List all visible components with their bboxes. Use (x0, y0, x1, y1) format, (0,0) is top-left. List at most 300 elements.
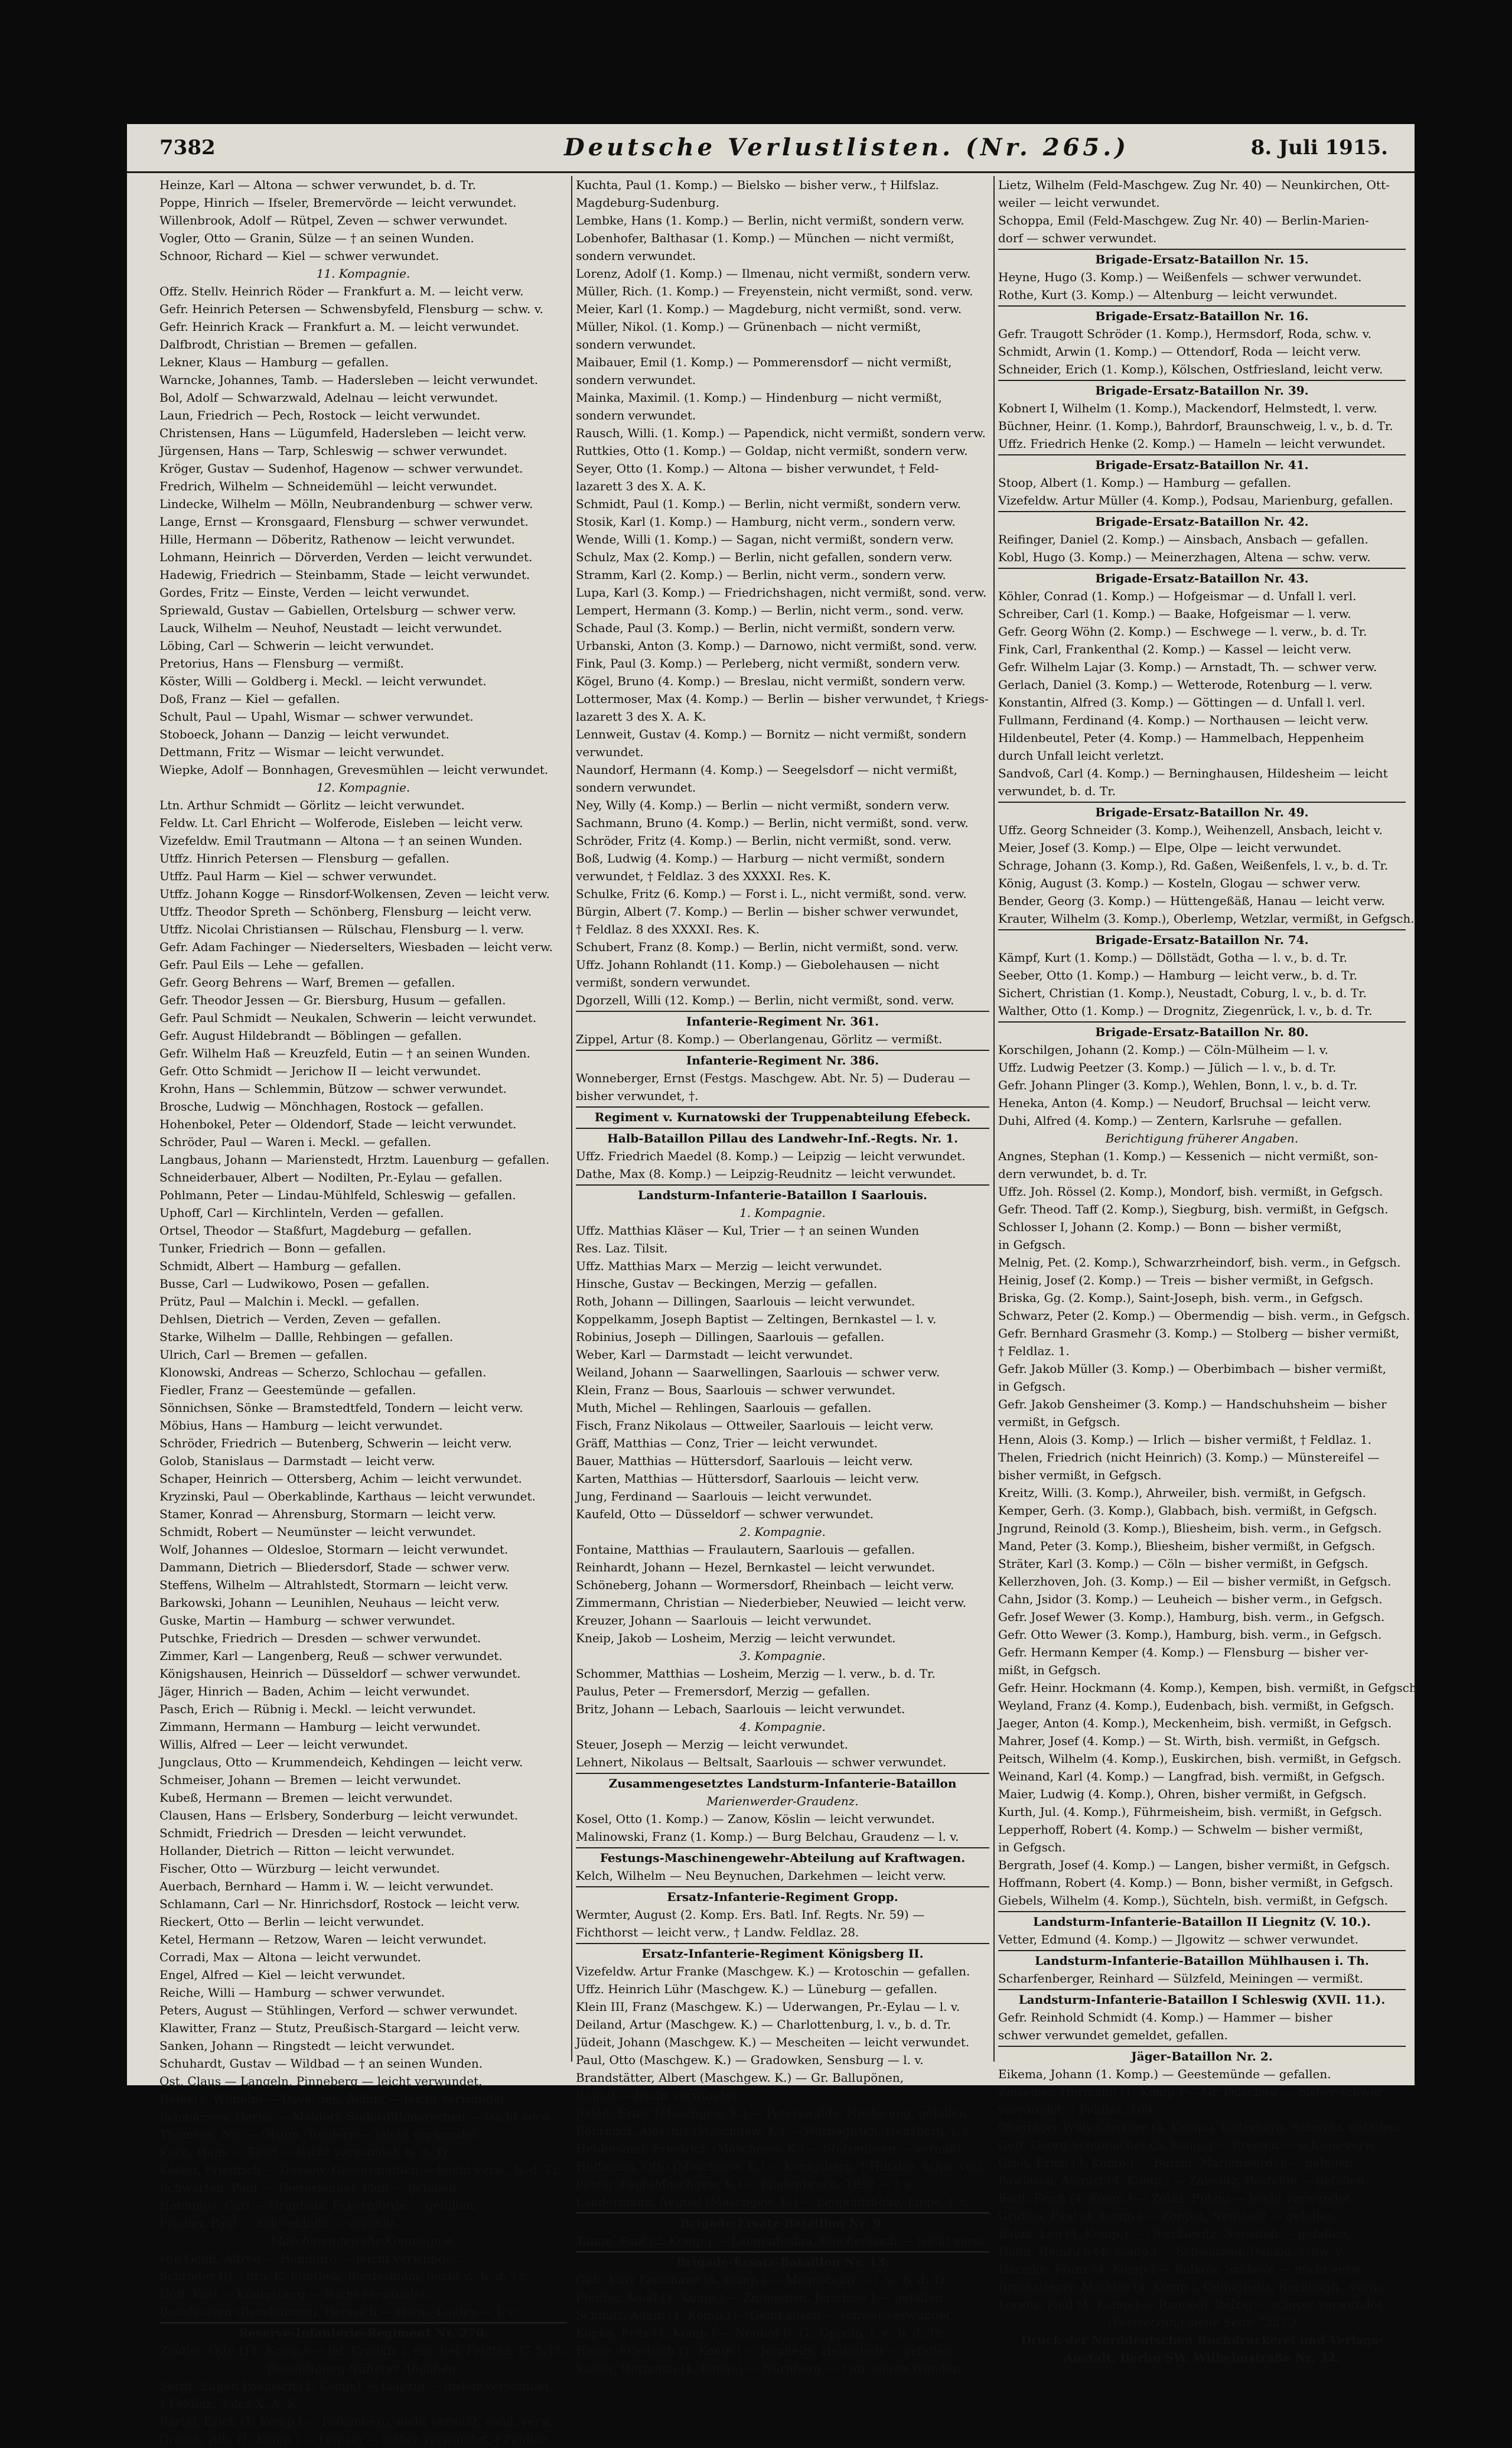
casualty-entry: Paul, Otto (Maschgew. K.) — Gradowken, Sensburg — l. v. (576, 2053, 924, 2067)
casualty-entry: Sergt. Eugen Poenisch (1. Komp.) — Leipzig — bisher verwundet, (159, 2379, 553, 2393)
casualty-entry: Konstantin, Alfred (3. Komp.) — Göttingen — d. Unfall l. verl. (998, 695, 1366, 709)
casualty-entry: Schmitt, Adam (1. Komp.) — Gelnhausen — schwer verwundet. (576, 2308, 955, 2322)
casualty-entry: Schröder, Paul — Waren i. Meckl. — gefallen. (159, 1135, 431, 1149)
casualty-entry: Utffz. Theodor Spreth — Schönberg, Flensburg — leicht verw. (159, 904, 532, 919)
casualty-entry: Ketel, Hermann — Retzow, Waren — leicht verwundet. (159, 1932, 487, 1946)
casualty-entry: Willenbrook, Adolf — Rütpel, Zeven — schwer verwundet. (159, 213, 508, 227)
casualty-entry: Thomsen, Nis — Olsum, Tondern — leicht verwundet. (159, 2127, 481, 2141)
casualty-entry: Königshausen, Heinrich — Düsseldorf — schwer verwundet. (159, 1666, 521, 1681)
casualty-entry: Wonneberger, Ernst (Festgs. Maschgew. Abt. Nr. 5) — Duderau — (576, 1071, 970, 1085)
casualty-entry: Seyer, Otto (1. Komp.) — Altona — bisher verwundet, † Feld- (576, 461, 939, 476)
casualty-entry: Dehlsen, Dietrich — Verden, Zeven — gefallen. (159, 1312, 441, 1326)
casualty-entry: Lempert, Hermann (3. Komp.) — Berlin, nicht verm., sond. verw. (576, 603, 964, 617)
casualty-entry: Guske, Martin — Hamburg — schwer verwundet. (159, 1613, 455, 1627)
casualty-entry: Büchner, Heinr. (1. Komp.), Bahrdorf, Braunschweig, l. v., b. d. Tr. (998, 419, 1393, 433)
casualty-entry: in Gefgsch. (998, 1379, 1066, 1394)
casualty-entry: von Gogh, Alfred — Hamburg — leicht verwundet. (159, 2251, 461, 2265)
casualty-entry: Willis, Alfred — Leer — leicht verwundet. (159, 1737, 408, 1752)
casualty-entry: Gefr. Bernhard Grasmehr (3. Komp.) — Stolberg — bisher vermißt, (998, 1326, 1400, 1340)
casualty-entry: Koppelkamm, Joseph Baptist — Zeltingen, Bernkastel — l. v. (576, 1312, 937, 1326)
casualty-entry: Schubert, Franz (8. Komp.) — Berlin, nicht vermißt, sond. verw. (576, 940, 959, 954)
casualty-entry: Wermter, August (2. Komp. Ers. Batl. Inf. Regts. Nr. 59) — (576, 1907, 925, 1922)
casualty-entry: Roth, Johann — Dillingen, Saarlouis — leicht verwundet. (576, 1294, 915, 1308)
company-heading: Marienwerder-Graudenz. (706, 1794, 859, 1808)
casualty-entry: Vizefeldw. Artur Müller (4. Komp.), Podsau, Marienburg, gefallen. (998, 493, 1393, 507)
casualty-entry: Prütz, Paul — Malchin i. Meckl. — gefallen. (159, 1294, 420, 1308)
casualty-entry: Kämpf, Kurt (1. Komp.) — Döllstädt, Gotha — l. v., b. d. Tr. (998, 950, 1348, 965)
company-heading: 3. Kompagnie. (739, 1649, 826, 1663)
casualty-entry: Vizefeldw. Emil Trautmann — Altona — † an seinen Wunden. (159, 834, 523, 848)
correction-note: Berichtigung früherer Angaben. (266, 2361, 460, 2375)
casualty-entry: Krohn, Hans — Schlemmin, Bützow — schwer verwundet. (159, 1082, 507, 1096)
unit-heading: Brigade-Ersatz-Bataillon Nr. 80. (998, 1021, 1406, 1041)
casualty-entry: Wolf, Johannes — Oldesloe, Stormarn — leicht verwundet. (159, 1542, 509, 1557)
casualty-entry: Gefr. Paul Eils — Lehe — gefallen. (159, 958, 364, 972)
casualty-entry: Uffz. Matthias Marx — Merzig — leicht verwundet. (576, 1259, 882, 1273)
page-header (127, 124, 1415, 173)
casualty-entry: Ltn. Arthur Schmidt — Görlitz — leicht verwundet. (159, 798, 465, 812)
casualty-entry: dern verwundet, b. d. Tr. (998, 1167, 1148, 1181)
casualty-entry: Schwarten, Paul — Theresienhof, Plön — gefallen. (159, 2180, 460, 2195)
correction-note: (Fortsetzung siehe Seite 7383.) (1107, 2315, 1296, 2329)
casualty-entry: Dalfbrodt, Christian — Bremen — gefallen. (159, 337, 418, 351)
casualty-entry: Gefr. Heinr. Hockmann (4. Komp.), Kempen, bish. vermißt, in Gefgsch. (998, 1681, 1421, 1695)
casualty-entry: Baluk, Leo (4. Komp.) — Oberkowitz, Neustadt — gefallen. (998, 2226, 1350, 2241)
casualty-entry: Fredrich, Wilhelm — Schneidemühl — leicht verwundet. (159, 479, 497, 493)
casualty-entry: Kemper, Gerh. (3. Komp.), Glabbach, bish. vermißt, in Gefgsch. (998, 1503, 1377, 1518)
casualty-entry: Hadewig, Friedrich — Steinbamm, Stade — leicht verwundet. (159, 568, 530, 582)
casualty-entry: Zimmann, Hermann — Hamburg — leicht verwundet. (159, 1720, 481, 1734)
casualty-entry: Jürgensen, Hans — Tarp, Schleswig — schwer verwundet. (159, 444, 507, 458)
casualty-entry: Lohmann, Heinrich — Dörverden, Verden — leicht verwundet. (159, 550, 533, 564)
printer-imprint: Druck der Norddeutschen Buchdruckerei und Verlags-Anstalt, Berlin SW, Wilhelmstraße Nr. 32. (1021, 2333, 1383, 2365)
casualty-entry: Jung, Ferdinand — Saarlouis — leicht verwundet. (576, 1489, 872, 1503)
casualty-entry: Schreiber, Carl (1. Komp.) — Baake, Hofgeismar — l. verw. (998, 607, 1351, 621)
casualty-entry: Doß, Franz — Kiel — gefallen. (159, 692, 340, 706)
casualty-entry: Ulrich, Carl — Bremen — gefallen. (159, 1347, 368, 1362)
casualty-entry: Ragnit — leicht verwundet. (576, 2088, 740, 2102)
casualty-entry: Uffz. Friedrich Maedel (8. Komp.) — Leipzig — leicht verwundet. (576, 1149, 966, 1163)
casualty-entry: Uphoff, Carl — Kirchlinteln, Verden — gefallen. (159, 1206, 444, 1220)
unit-heading: Landsturm-Infanterie-Bataillon II Liegnitz (V. 10.). (998, 1911, 1406, 1931)
casualty-entry: Robinius, Joseph — Dillingen, Saarlouis — gefallen. (576, 1330, 885, 1344)
unit-heading: Regiment v. Kurnatowski der Truppenabteilung Efebeck. (576, 1106, 989, 1126)
casualty-entry: sondern verwundet. (576, 780, 696, 795)
casualty-entry: Groß, Erich (4. Komp.) — Butzin, Marienwerder — gefallen. (998, 2156, 1357, 2170)
casualty-entry: Fink, Carl, Frankenthal (2. Komp.) — Kassel — leicht verw. (998, 642, 1352, 656)
casualty-entry: Engel, Alfred — Kiel — leicht verwundet. (159, 1968, 406, 1982)
casualty-entry: Zimmer, Karl — Langenberg, Reuß — schwer verwundet. (159, 1649, 503, 1663)
casualty-entry: Rothe, Kurt (3. Komp.) — Altenburg — leicht verwundet. (998, 288, 1338, 302)
casualty-entry: Deiland, Artur (Maschgew. K.) — Charlottenburg, l. v., b. d. Tr. (576, 2017, 951, 2032)
casualty-entry: Scharfenberger, Reinhard — Sülzfeld, Meiningen — vermißt. (998, 1971, 1363, 1985)
casualty-entry: Schade, Paul (3. Komp.) — Berlin, nicht vermißt, sondern verw. (576, 621, 956, 635)
casualty-entry: Brandstätter, Albert (Maschgew. K.) — Gr. Ballupönen, (576, 2071, 904, 2085)
casualty-entry: Eikema, Johann (1. Komp.) — Geestemünde — gefallen. (998, 2067, 1331, 2081)
casualty-entry: Lembke, Hans (1. Komp.) — Berlin, nicht vermißt, sondern verw. (576, 213, 964, 227)
casualty-entry: Gefr. Kurt Ferdinand (1. Komp.) — Magdeburg — l. v., b. d. Tr. (576, 2273, 949, 2287)
casualty-entry: sondern verwundet. (576, 337, 696, 351)
casualty-entry: Lottermoser, Max (4. Komp.) — Berlin — bisher verwundet, † Kriegs- (576, 692, 989, 706)
casualty-entry: Schröder III, Otto, K. Flintbek, Bordesholm, leicht v., b. d. Tr. (159, 2269, 527, 2283)
title-text: Deutsche Verlustlisten. (564, 134, 954, 161)
company-heading: 12. Kompagnie. (316, 780, 410, 795)
casualty-entry: Grosch, Alb. (1. Komp.) — Leipzig — bisher verwundet, † Feldlaz. (159, 2432, 551, 2446)
casualty-entry: Duhi, Alfred (4. Komp.) — Zentern, Karlsruhe — gefallen. (998, 1114, 1342, 1128)
casualty-entry: Fontaine, Matthias — Fraulautern, Saarlouis — gefallen. (576, 1542, 915, 1557)
casualty-entry: Kneip, Jakob — Losheim, Merzig — leicht verwundet. (576, 1631, 896, 1645)
casualty-entry: Melnig, Pet. (2. Komp.), Schwarzrheindorf, bish. verm., in Gefgsch. (998, 1255, 1401, 1269)
casualty-entry: Starke, Wilhelm — Dallle, Rehbingen — gefallen. (159, 1330, 454, 1344)
casualty-entry: Heyne, Hugo (3. Komp.) — Weißenfels — schwer verwundet. (998, 270, 1362, 284)
casualty-entry: Reiche, Willi — Hamburg — schwer verwundet. (159, 1985, 445, 2000)
casualty-entry: Britz, Johann — Lebach, Saarlouis — leicht verwundet. (576, 1702, 905, 1716)
casualty-entry: Malinowski, Franz (1. Komp.) — Burg Belchau, Graudenz — l. v. (576, 1830, 959, 1844)
casualty-entry: Gefr. Jakob Gensheimer (3. Komp.) — Handschuhsheim — bisher (998, 1397, 1387, 1411)
casualty-entry: Christensen, Hans — Lügumfeld, Hadersleben — leicht verw. (159, 426, 527, 440)
casualty-entry: Löbing, Carl — Schwerin — leicht verwundet. (159, 639, 434, 653)
unit-heading: Brigade-Ersatz-Bataillon Nr. 43. (998, 568, 1406, 587)
casualty-entry: Stosik, Karl (1. Komp.) — Hamburg, nicht verm., sondern verw. (576, 515, 956, 529)
casualty-entry: Mainka, Maximil. (1. Komp.) — Hindenburg — nicht vermißt, (576, 390, 942, 405)
casualty-entry: Reinhardt, Johann — Hezel, Bernkastel — leicht verwundet. (576, 1560, 936, 1574)
casualty-entry: Grubba, Paul (4. Komp.) — Zoppot, Neustadt — gefallen. (998, 2209, 1338, 2223)
casualty-entry: Kröger, Gustav — Sudenhof, Hagenow — schwer verwundet. (159, 461, 523, 476)
casualty-entry: Lorenz, Paul (4. Komp.) — Riemegl, Belzig — schwer verwundet. (998, 2297, 1386, 2312)
casualty-entry: Kuchta, Paul (1. Komp.) — Bielsko — bisher verw., † Hilfslaz. (576, 178, 940, 192)
casualty-entry: Schnoor, Richard — Kiel — schwer verwundet. (159, 249, 439, 263)
casualty-entry: Köster, Willi — Goldberg i. Meckl. — leicht verwundet. (159, 674, 487, 688)
casualty-entry: † Feldlaz. 3 des X. A. K. (159, 2397, 300, 2411)
casualty-entry: Hennings, Carl — Grünholz, Eckernförde — gefallen. (159, 2198, 478, 2212)
casualty-entry: Delkers, Wilhelm — Daverden, Achim — leicht verwundet. (159, 2092, 509, 2106)
casualty-entry: Res. Laz. Tilsit. (576, 1241, 668, 1255)
casualty-entry: Putschke, Friedrich — Dresden — schwer verwundet. (159, 1631, 481, 1645)
casualty-entry: Schommer, Matthias — Losheim, Merzig — l. verw., b. d. Tr. (576, 1666, 936, 1681)
casualty-entry: Jngrund, Reinold (3. Komp.), Bliesheim, bish. verm., in Gefgsch. (998, 1521, 1382, 1535)
casualty-entry: Pretorius, Hans — Flensburg — vermißt. (159, 656, 404, 670)
casualty-entry: Tamm, Paul (2. Komp.) — Langenbielau, Reichenbach — leicht verw. (576, 2234, 986, 2248)
casualty-entry: Möbius, Hans — Hamburg — leicht verwundet. (159, 1418, 443, 1433)
casualty-entry: Heine, Friedrich (1. Komp.) — Jerxheim, Helmstedt — gefallen. (576, 2343, 955, 2358)
casualty-entry: Schneider, Erich (1. Komp.), Kölschen, Ostfriesland, leicht verw. (998, 362, 1383, 376)
casualty-entry: Harmke, Franz (4. Komp.) — Bulkow, Schlawe — leicht verw. (998, 2262, 1364, 2276)
casualty-entry: Weyland, Franz (4. Komp.), Eudenbach, bish. vermißt, in Gefgsch. (998, 1698, 1394, 1713)
unit-heading: Brigade-Ersatz-Bataillon Nr. 13. (576, 2251, 989, 2271)
unit-heading: Landsturm-Infanterie-Bataillon I Saarlouis. (576, 1184, 989, 1204)
casualty-entry: Gefr. Josef Wewer (3. Komp.), Hamburg, bish. verm., in Gefgsch. (998, 1610, 1385, 1624)
casualty-entry: Kreuzer, Johann — Saarlouis — leicht verwundet. (576, 1613, 872, 1627)
casualty-entry: verwundet. (576, 745, 644, 759)
casualty-entry: Sträter, Karl (3. Komp.) — Cöln — bisher vermißt, in Gefgsch. (998, 1557, 1368, 1571)
casualty-entry: Karten, Matthias — Hüttersdorf, Saarlouis — leicht verw. (576, 1472, 920, 1486)
unit-heading: Brigade-Ersatz-Bataillon Nr. 16. (998, 305, 1406, 325)
casualty-entry: Zeidler, Otto (11. Komp.) — inf. Krankh. i. ein. Rel. Feldlaz. 27.5.15. (159, 2343, 566, 2358)
unit-heading: Zusammengesetztes Landsturm-Infanterie-Bataillon (576, 1773, 989, 1792)
casualty-entry: Gefr. Jakob Müller (3. Komp.) — Oberbimbach — bisher vermißt, (998, 1362, 1386, 1376)
casualty-entry: Gefr. Paul Schmidt — Neukalen, Schwerin — leicht verwundet. (159, 1011, 537, 1025)
casualty-entry: Lobenhofer, Balthasar (1. Komp.) — München — nicht vermißt, (576, 231, 954, 245)
correction-note: Berichtigung früherer Angaben. (1105, 1131, 1299, 1145)
casualty-entry: Schult, Paul — Upahl, Wismar — schwer verwundet. (159, 709, 474, 724)
casualty-entry: Gefr. Heinrich Petersen — Schwensbyfeld, Flensburg — schw. v. (159, 302, 544, 316)
casualty-entry: Köster, Friedrich — Dassow, Grevesmühlen — leicht verw., b. d. Tr. (159, 2163, 561, 2177)
casualty-entry: Peters, August — Stühlingen, Verford — schwer verwundet. (159, 2003, 518, 2017)
casualty-entry: Gefr. Otto Schmidt — Jerichow II — leicht verwundet. (159, 1064, 481, 1078)
casualty-entry: Pawlasch, August (4. Komp.) — Zabelitz, Dasfelde — gefallen. (998, 2173, 1368, 2187)
casualty-entry: Spriewald, Gustav — Gabiellen, Ortelsburg — schwer verw. (159, 603, 516, 617)
casualty-entry: Klawitter, Franz — Stutz, Preußisch-Stargard — leicht verw. (159, 2021, 520, 2035)
casualty-entry: Maibauer, Emil (1. Komp.) — Pommerensdorf — nicht vermißt, (576, 355, 952, 369)
newspaper-page (127, 124, 1421, 2446)
casualty-entry: Rieckert, Otto — Berlin — leicht verwundet. (159, 1915, 425, 1929)
casualty-entry: Uffz. Georg Schneider (3. Komp.), Weihenzell, Ansbach, leicht v. (998, 823, 1383, 837)
casualty-entry: Bergrath, Josef (4. Komp.) — Langen, bisher vermißt, in Gefgsch. (998, 1858, 1390, 1872)
casualty-entry: Lange, Ernst — Kronsgaard, Flensburg — schwer verwundet. (159, 515, 529, 529)
casualty-entry: Kurth, Jul. (4. Komp.), Führmeisheim, bish. vermißt, in Gefgsch. (998, 1805, 1382, 1819)
casualty-entry: Schlamann, Carl — Nr. Hinrichsdorf, Rostock — leicht verw. (159, 1897, 520, 1911)
casualty-entry: Jungclaus, Otto — Krummendeich, Kehdingen — leicht verw. (159, 1755, 523, 1769)
casualty-entry: Utffz. Paul Harm — Kiel — schwer verwundet. (159, 869, 437, 883)
casualty-entry: Rausch, Willi. (1. Komp.) — Papendick, nicht vermißt, sondern verw. (576, 426, 986, 440)
casualty-entry: Fisch, Franz Nikolaus — Ottweiler, Saarlouis — leicht verw. (576, 1418, 934, 1433)
unit-heading: Brigade-Ersatz-Bataillon Nr. 49. (998, 802, 1406, 821)
casualty-entry: Landermann, August (Maschgew. K.) — Leopoldshöhe, Lippe, l. v. (576, 2195, 969, 2209)
casualty-entry: Kobl, Hugo (3. Komp.) — Meinerzhagen, Altena — schw. verw. (998, 550, 1371, 564)
casualty-entry: Mand, Peter (3. Komp.), Bliesheim, bisher vermißt, in Gefgsch. (998, 1539, 1376, 1553)
casualty-entry: Heidemann, Friedrich (Maschgew. K.) — Stolzenberg — vermißt. (576, 2141, 966, 2156)
casualty-entry: Zimmermann, Christian — Niederbieber, Neuwied — leicht verw. (576, 1596, 967, 1610)
unit-heading: Landsturm-Infanterie-Bataillon Mühlhausen i. Th. (998, 1950, 1406, 1970)
casualty-entry: Schmidt, Arwin (1. Komp.) — Ottendorf, Roda — leicht verw. (998, 344, 1361, 359)
casualty-entry: Kryzinski, Paul — Oberkablinde, Karthaus — leicht verwundet. (159, 1489, 536, 1503)
casualty-entry: Mahrer, Josef (4. Komp.) — St. Wirth, bish. vermißt, in Gefgsch. (998, 1734, 1380, 1748)
casualty-entry: Hoffmann, Otto (Maschgew. K.) — Königsberg, † Hilfslaz. schw. verl. (576, 2159, 986, 2173)
casualty-entry: Fiedler, Franz — Geestemünde — gefallen. (159, 1383, 416, 1397)
company-heading: 11. Kompagnie. (316, 266, 410, 281)
text-column-right (998, 176, 1421, 2365)
casualty-entry: dorf — schwer verwundet. (998, 231, 1157, 245)
casualty-entry: Hille, Hermann — Döberitz, Rathenow — leicht verwundet. (159, 532, 516, 546)
casualty-entry: Klein III, Franz (Maschgew. K.) — Uderwangen, Pr.-Eylau — l. v. (576, 2000, 960, 2014)
casualty-entry: Peitsch, Wilhelm (4. Komp.), Euskirchen, bish. vermißt, in Gefgsch. (998, 1752, 1402, 1766)
casualty-entry: Sandvoß, Carl (4. Komp.) — Berninghausen, Hildesheim — leicht (998, 766, 1388, 780)
casualty-entry: Gefr. Reinhold Schmidt (4. Komp.) — Hammer — bisher (998, 2010, 1332, 2024)
casualty-entry: Utffz. Hinrich Petersen — Flensburg — gefallen. (159, 851, 449, 865)
page-number: 7382 (159, 136, 216, 159)
casualty-entry: König, August (3. Komp.) — Kosteln, Glogau — schwer verw. (998, 876, 1361, 890)
casualty-entry: Schröder, Friedrich — Butenberg, Schwerin — leicht verw. (159, 1436, 512, 1450)
casualty-entry: Gefr. Wilhelm Lajar (3. Komp.) — Arnstadt, Th. — schwer verw. (998, 660, 1377, 674)
unit-heading: Brigade-Ersatz-Bataillon Nr. 15. (998, 249, 1406, 268)
casualty-entry: Warncke, Johannes, Tamb. — Hadersleben — leicht verwundet. (159, 373, 539, 387)
casualty-entry: Magdeburg-Sudenburg. (576, 196, 720, 210)
casualty-entry: Schöneberg, Johann — Wormersdorf, Rheinbach — leicht verw. (576, 1578, 954, 1592)
casualty-entry: Klein, Franz — Bous, Saarlouis — schwer verwundet. (576, 1383, 895, 1397)
casualty-entry: Uffz. Joh. Rössel (2. Komp.), Mondorf, bish. vermißt, in Gefgsch. (998, 1184, 1383, 1199)
casualty-entry: bisher verwundet, †. (576, 1089, 699, 1103)
casualty-entry: Giebels, Wilhelm (4. Komp.), Süchteln, bish. vermißt, in Gefgsch. (998, 1893, 1389, 1907)
casualty-entry: Vogler, Otto — Granin, Sülze — † an seinen Wunden. (159, 231, 474, 245)
company-heading: 4. Kompagnie. (739, 1720, 826, 1734)
casualty-entry: Stoboeck, Johann — Danzig — leicht verwundet. (159, 727, 449, 741)
casualty-entry: Lindecke, Wilhelm — Mölln, Neubrandenburg — schwer verw. (159, 497, 533, 511)
casualty-entry: Schwarz, Peter (2. Komp.) — Obermendig — bish. verm., in Gefgsch. (998, 1308, 1410, 1323)
casualty-entry: Schrage, Johann (3. Komp.), Rd. Gaßen, Weißenfels, l. v., b. d. Tr. (998, 858, 1389, 873)
unit-heading: Halb-Bataillon Pillau des Landwehr-Inf.-Regts. Nr. 1. (576, 1128, 989, 1147)
column-divider (993, 176, 995, 2062)
casualty-entry: Clausen, Hans — Erlsbery, Sonderburg — leicht verwundet. (159, 1808, 519, 1822)
casualty-entry: Uffz. Ludwig Peetzer (3. Komp.) — Jülich — l. v., b. d. Tr. (998, 1060, 1337, 1075)
casualty-entry: Hohenbokel, Peter — Oldendorf, Stade — leicht verwundet. (159, 1117, 517, 1131)
casualty-entry: Offz. Stellv. Heinrich Röder — Frankfurt a. M. — leicht verw. (159, 284, 524, 298)
casualty-entry: Schuhardt, Gustav — Wildbad — † an seinen Wunden. (159, 2056, 483, 2071)
casualty-entry: verwundet, † Feldlaz. 109. (998, 2102, 1156, 2117)
casualty-entry: Ost, Claus — Langeln, Pinneberg — leicht verwundet. (159, 2074, 483, 2088)
casualty-entry: Gerlach, Daniel (3. Komp.) — Wetterode, Rotenburg — l. verw. (998, 678, 1373, 692)
casualty-entry: Meier, Karl (1. Komp.) — Magdeburg, nicht vermißt, sond. verw. (576, 302, 962, 316)
casualty-entry: Fichthorst — leicht verw., † Landw. Feldlaz. 28. (576, 1925, 859, 1939)
casualty-entry: Boß, Ludwig (4. Komp.) — Harburg — nicht vermißt, sondern (576, 851, 945, 865)
casualty-entry: Gefr. Georg Schumacher (3. Komp.) — Bremen — schwer verw. (998, 2138, 1377, 2152)
casualty-entry: Stoop, Albert (1. Komp.) — Hamburg — gefallen. (998, 476, 1292, 490)
publication-title (564, 134, 1129, 161)
casualty-entry: Kreitz, Willi. (3. Komp.), Ahrweiler, bish. vermißt, in Gefgsch. (998, 1486, 1366, 1500)
casualty-entry: Kaiser, Hermann (1. Komp.) — Nürnberg — † an seinen Wunden. (576, 2361, 964, 2375)
casualty-entry: Stramm, Karl (2. Komp.) — Berlin, nicht verm., sondern verw. (576, 568, 946, 582)
casualty-entry: Hildenbeutel, Peter (4. Komp.) — Hammelbach, Heppenheim (998, 731, 1364, 745)
text-column-middle (576, 176, 989, 2375)
casualty-entry: Heneka, Anton (4. Komp.) — Neudorf, Bruchsal — leicht verw. (998, 1096, 1371, 1110)
casualty-entry: Utffz. Nicolai Christiansen — Rülschau, Flensburg — l. verw. (159, 922, 524, 936)
casualty-entry: Laun, Friedrich — Pech, Rostock — leicht verwundet. (159, 408, 481, 422)
casualty-entry: Gräff, Matthias — Conz, Trier — leicht verwundet. (576, 1436, 878, 1450)
casualty-entry: Krauter, Wilhelm (3. Komp.), Oberlemp, Wetzlar, vermißt, in Gefgsch. (998, 912, 1415, 926)
casualty-entry: Müller, Rich. (1. Komp.) — Freyenstein, nicht vermißt, sond. verw. (576, 284, 973, 298)
casualty-entry: Walther, Otto (1. Komp.) — Drognitz, Ziegenrück, l. v., b. d. Tr. (998, 1004, 1373, 1018)
unit-heading: Brigade-Ersatz-Bataillon Nr. 39. (998, 380, 1406, 399)
casualty-entry: Kaufeld, Otto — Düsseldorf — schwer verwundet. (576, 1507, 874, 1521)
casualty-entry: Korschilgen, Johann (2. Komp.) — Cöln-Mülheim — l. v. (998, 1043, 1329, 1057)
casualty-entry: Gefr. Theodor Jessen — Gr. Biersburg, Husum — gefallen. (159, 993, 506, 1007)
casualty-entry: Bartel, Erich (1. Komp.) — Falkenberg, nicht vermißt, sond. verw. (159, 2414, 553, 2429)
casualty-entry: Heinze, Karl — Altona — schwer verwundet, b. d. Tr. (159, 178, 476, 192)
company-heading: 1. Kompagnie. (739, 1206, 826, 1220)
casualty-entry: Gefr. Georg Wöhn (2. Komp.) — Eschwege — l. verw., b. d. Tr. (998, 624, 1367, 639)
casualty-entry: Gordes, Fritz — Einste, Verden — leicht verwundet. (159, 585, 470, 600)
casualty-entry: Seeber, Otto (1. Komp.) — Hamburg — leicht verw., b. d. Tr. (998, 968, 1358, 982)
casualty-entry: Utffz. Johann Kogge — Rinsdorf-Wolkensen, Zeven — leicht verw. (159, 887, 550, 901)
casualty-entry: Kosel, Otto (1. Komp.) — Zanow, Köslin — leicht verwundet. (576, 1812, 935, 1826)
casualty-entry: Stamer, Konrad — Ahrensburg, Stormarn — leicht verw. (159, 1507, 496, 1521)
casualty-entry: Schmidt, Robert — Neumünster — leicht verwundet. (159, 1525, 476, 1539)
casualty-entry: Ortsel, Theodor — Staßfurt, Magdeburg — gefallen. (159, 1223, 472, 1238)
casualty-entry: Ney, Willy (4. Komp.) — Berlin — nicht vermißt, sondern verw. (576, 798, 950, 812)
casualty-entry: Weinand, Karl (4. Komp.) — Langfrad, bish. vermißt, in Gefgsch. (998, 1769, 1385, 1783)
casualty-entry: Köpke, Fritz (1. Komp.) — Neuhof D. G., Oppeln, l. v., b. d. Tr. (576, 2326, 944, 2340)
unit-heading: Infanterie-Regiment Nr. 386. (576, 1050, 989, 1069)
casualty-entry: Steuer, Joseph — Merzig — leicht verwundet. (576, 1737, 848, 1752)
casualty-entry: Sanken, Johann — Ringstedt — leicht verwundet. (159, 2039, 455, 2053)
casualty-entry: Fink, Paul (3. Komp.) — Perleberg, nicht vermißt, sondern verw. (576, 656, 960, 670)
casualty-entry: Köhler, Conrad (1. Komp.) — Hofgeismar — d. Unfall l. verl. (998, 589, 1357, 603)
casualty-entry: Uffz. Heinrich Lühr (Maschgew. K.) — Lüneburg — gefallen. (576, 1982, 938, 1996)
casualty-entry: Kellerzhoven, Joh. (3. Komp.) — Eil — bisher vermißt, in Gefgsch. (998, 1574, 1392, 1588)
casualty-entry: Kögel, Bruno (4. Komp.) — Breslau, nicht vermißt, sondern verw. (576, 674, 966, 688)
casualty-entry: Bürgin, Albert (7. Komp.) — Berlin — bisher schwer verwundet, (576, 904, 959, 919)
casualty-entry: Dathe, Max (8. Komp.) — Leipzig-Reudnitz — leicht verwundet. (576, 1167, 956, 1181)
casualty-entry: Auerbach, Bernhard — Hamm i. W. — leicht verwundet. (159, 1879, 494, 1893)
unit-heading: Brigade-Ersatz-Bataillon Nr. 74. (998, 929, 1406, 949)
casualty-entry: Koch, Hans — Tilsit — leicht verwundet, b. d. Tr. (159, 2145, 452, 2159)
casualty-entry: Kubeß, Hermann — Bremen — leicht verwundet. (159, 1791, 453, 1805)
casualty-entry: Hollander, Dietrich — Ritton — leicht verwundet. (159, 1844, 455, 1858)
casualty-entry: Bender, Georg (3. Komp.) — Hüttengeßäß, Hanau — leicht verw. (998, 894, 1385, 908)
casualty-entry: Wende, Willi (1. Komp.) — Sagan, nicht vermißt, sondern verw. (576, 532, 954, 546)
casualty-entry: Schaper, Heinrich — Ottersberg, Achim — leicht verwundet. (159, 1472, 522, 1486)
casualty-entry: Ruttkies, Otto (1. Komp.) — Goldap, nicht vermißt, sondern verw. (576, 444, 968, 458)
casualty-entry: † Feldlaz. 8 des XXXXI. Res. K. (576, 922, 760, 936)
casualty-entry: vermißt, in Gefgsch. (998, 1415, 1120, 1429)
casualty-entry: Tunker, Friedrich — Bonn — gefallen. (159, 1241, 386, 1255)
casualty-entry: Hoffmann, Robert (4. Komp.) — Bonn, bisher vermißt, in Gefgsch. (998, 1876, 1393, 1890)
casualty-entry: weiler — leicht verwundet. (998, 196, 1160, 210)
casualty-entry: Gefr. Adam Fachinger — Niederselters, Wiesbaden — leicht verw. (159, 940, 553, 954)
casualty-entry: Gefr. Hermann Kemper (4. Komp.) — Flensburg — bisher ver- (998, 1645, 1368, 1659)
unit-heading: Landsturm-Infanterie-Bataillon I Schleswig (XVII. 11.). (998, 1989, 1406, 2008)
casualty-entry: Cahn, Jsidor (3. Komp.) — Leuheich — bisher verm., in Gefgsch. (998, 1592, 1383, 1606)
casualty-entry: Oberjäger Willy Gleixner (3. Komp.), Unterberg, Schwetz, gefallen. (998, 2120, 1401, 2134)
casualty-entry: Fischer, Paul — Schweidnitz — vermißt. (159, 2216, 399, 2230)
unit-heading: Ersatz-Infanterie-Regiment Königsberg II. (576, 1943, 989, 1962)
casualty-entry: verwundet, † Feldlaz. 3 des XXXXI. Res. K. (576, 869, 831, 883)
casualty-entry: Urbanski, Anton (3. Komp.) — Darnowo, nicht vermißt, sond. verw. (576, 639, 977, 653)
casualty-entry: Schulz, Max (2. Komp.) — Berlin, nicht gefallen, sondern verw. (576, 550, 953, 564)
casualty-entry: sondern verwundet. (576, 373, 696, 387)
casualty-entry: verwundet, b. d. Tr. (998, 784, 1116, 798)
unit-heading: Festungs-Maschinengewehr-Abteilung auf Kraftwagen. (576, 1847, 989, 1867)
casualty-entry: Schlosser I, Johann (2. Komp.) — Bonn — bisher vermißt, (998, 1220, 1342, 1234)
casualty-entry: Gefr. Wilhelm Haß — Kreuzfeld, Eutin — † an seinen Wunden. (159, 1046, 530, 1060)
casualty-entry: Reifinger, Daniel (2. Komp.) — Ainsbach, Ansbach — gefallen. (998, 532, 1368, 546)
casualty-entry: Schröder, Fritz (4. Komp.) — Berlin, nicht vermißt, sond. verw. (576, 834, 952, 848)
casualty-entry: Busse, Carl — Ludwikowo, Posen — gefallen. (159, 1277, 430, 1291)
casualty-entry: sondern verwundet. (576, 408, 696, 422)
casualty-entry: Naundorf, Hermann (4. Komp.) — Seegelsdorf — nicht vermißt, (576, 763, 957, 777)
casualty-entry: Schmidt, Albert — Hamburg — gefallen. (159, 1259, 402, 1273)
casualty-entry: Patzig, Paul (Maschgew. K.) — Lindenbruch, Tilsit — l. v. (576, 2177, 915, 2191)
casualty-entry: Hoff, Karl — Königsberg — leicht verwundet. (159, 2287, 430, 2301)
casualty-entry: Dettmann, Fritz — Wismar — leicht verwundet. (159, 745, 445, 759)
casualty-entry: Gefr. Heinrich Krack — Frankfurt a. M. — leicht verwundet. (159, 320, 520, 334)
casualty-entry: Langbaus, Johann — Marienstedt, Hrztm. Lauenburg — gefallen. (159, 1153, 550, 1167)
casualty-entry: Muth, Michel — Rehlingen, Saarlouis — gefallen. (576, 1401, 872, 1415)
column-divider (571, 176, 572, 2062)
casualty-entry: Dammann, Dietrich — Bliedersdorf, Stade — schwer verw. (159, 1560, 510, 1574)
casualty-entry: Bol, Adolf — Schwarzwald, Adelnau — leicht verwundet. (159, 390, 498, 405)
casualty-entry: in Gefgsch. (998, 1840, 1066, 1854)
unit-heading: Jäger-Bataillon Nr. 2. (998, 2046, 1406, 2065)
unit-heading: Infanterie-Regiment Nr. 361. (576, 1011, 989, 1030)
casualty-entry: Bauer, Matthias — Hüttersdorf, Saarlouis — leicht verw. (576, 1454, 913, 1468)
casualty-entry: Steffens, Wilhelm — Altrahlstedt, Stormarn — leicht verw. (159, 1578, 509, 1592)
casualty-entry: Schoppa, Emil (Feld-Maschgew. Zug Nr. 40) — Berlin-Marien- (998, 213, 1369, 227)
casualty-entry: Lupa, Karl (3. Komp.) — Friedrichshagen, nicht vermißt, sond. verw. (576, 585, 987, 600)
casualty-entry: Beushausen (Benshausen), Heinrich — Hann.-Linden — l. v. (159, 2304, 518, 2319)
casualty-entry: mißt, in Gefgsch. (998, 1663, 1101, 1677)
casualty-entry: Jäger, Hinrich — Baden, Achim — leicht verwundet. (159, 1684, 470, 1698)
casualty-entry: † Feldlaz. 1. (998, 1344, 1070, 1358)
